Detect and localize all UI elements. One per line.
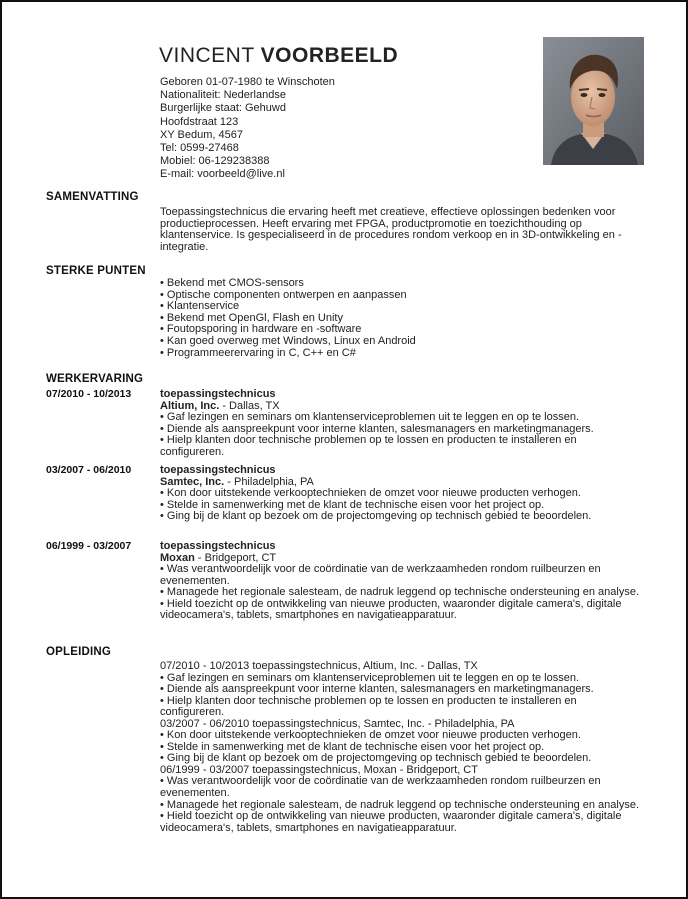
list-item: • Managede het regionale salesteam, de nadruk leggend op technische ondersteuning en analyse. bbox=[160, 586, 640, 599]
list-item: • Programmeerervaring in C, C++ en C# bbox=[160, 346, 356, 359]
job-location: - Philadelphia, PA bbox=[224, 476, 314, 488]
job-bullets bbox=[160, 488, 640, 523]
job-company: Samtec, Inc. bbox=[160, 476, 225, 488]
mobile-line: Mobiel: 06-129238388 bbox=[160, 155, 270, 168]
list-item: • Stelde in samenwerking met de klant de technische eisen voor het project op. bbox=[160, 498, 545, 511]
education-line: • Was verantwoordelijk voor de coördinatie van de werkzaamheden rondom ruilbeurzen en evenementen. bbox=[160, 775, 601, 800]
education-line: • Diende als aanspreekpunt voor interne klanten, salesmanagers en marketingmanagers. bbox=[160, 683, 594, 696]
job-location: - Dallas, TX bbox=[219, 400, 280, 412]
list-item: • Ging bij de klant op bezoek om de projectomgeving op technisch gebied te beoordelen. bbox=[160, 510, 592, 523]
job-dates: 07/2010 - 10/2013 bbox=[46, 388, 132, 400]
education-line: 03/2007 - 06/2010 toepassingstechnicus, Samtec, Inc. - Philadelphia, PA bbox=[160, 717, 515, 730]
list-item: • Optische componenten ontwerpen en aanpassen bbox=[160, 288, 407, 301]
education-line: • Ging bij de klant op bezoek om de projectomgeving op technisch gebied te beoordelen. bbox=[160, 752, 592, 765]
experience-heading: WERKERVARING bbox=[46, 373, 144, 385]
education-line: • Managede het regionale salesteam, de nadruk leggend op technische ondersteuning en analyse. bbox=[160, 798, 640, 811]
summary-text: Toepassingstechnicus die ervaring heeft met creatieve, effectieve oplossingen bedenken voor productieprocessen. Heeft ervaring met FPGA, productpromotie en toezichthouding op klantenservice. Is gespecialiseerd in de procedures rondom verkoop en in 3D-ontwikkeling en -integratie. bbox=[160, 206, 622, 253]
nationality-line: Nationaliteit: Nederlandse bbox=[160, 89, 286, 102]
job-company: Altium, Inc. bbox=[160, 400, 220, 412]
list-item: • Bekend met CMOS-sensors bbox=[160, 277, 304, 289]
list-item: • Foutopsporing in hardware en -software bbox=[160, 323, 362, 336]
list-item: • Was verantwoordelijk voor de coördinatie van de werkzaamheden rondom ruilbeurzen en evenementen. bbox=[160, 563, 601, 587]
education-line: • Hielp klanten door technische problemen op te lossen en producten te installeren en configureren. bbox=[160, 694, 577, 719]
candidate-name bbox=[159, 44, 398, 68]
education-line: • Gaf lezingen en seminars om klantenserviceproblemen uit te leggen en op te lossen. bbox=[160, 671, 580, 684]
profile-photo bbox=[543, 37, 644, 165]
job-dates: 06/1999 - 03/2007 bbox=[46, 540, 132, 552]
list-item: • Gaf lezingen en seminars om klantenserviceproblemen uit te leggen en op te lossen. bbox=[160, 411, 580, 423]
list-item: • Diende als aanspreekpunt voor interne klanten, salesmanagers en marketingmanagers. bbox=[160, 422, 594, 435]
list-item: • Bekend met OpenGl, Flash en Unity bbox=[160, 311, 343, 324]
strengths-list bbox=[160, 278, 640, 359]
education-line: • Stelde in samenwerking met de klant de technische eisen voor het project op. bbox=[160, 740, 545, 753]
education-line: • Kon door uitstekende verkooptechnieken de omzet voor nieuwe producten verhogen. bbox=[160, 729, 581, 742]
birth-line: Geboren 01-07-1980 te Winschoten bbox=[160, 76, 335, 88]
list-item: • Kan goed overweg met Windows, Linux en Android bbox=[160, 334, 416, 347]
contact-details bbox=[160, 76, 335, 182]
last-name: VOORBEELD bbox=[260, 44, 399, 67]
education-heading: OPLEIDING bbox=[46, 646, 112, 658]
strengths-heading: STERKE PUNTEN bbox=[46, 265, 146, 277]
job-dates: 03/2007 - 06/2010 bbox=[46, 464, 132, 476]
education-line: 07/2010 - 10/2013 toepassingstechnicus, Altium, Inc. - Dallas, TX bbox=[160, 660, 478, 672]
job-bullets bbox=[160, 564, 640, 622]
job-company: Moxan bbox=[160, 552, 195, 564]
education-list bbox=[160, 661, 640, 834]
summary-heading: SAMENVATTING bbox=[46, 191, 139, 203]
postal-line: XY Bedum, 4567 bbox=[160, 128, 243, 141]
email-line: E-mail: voorbeeld@live.nl bbox=[160, 168, 285, 181]
job-title: toepassingstechnicus bbox=[160, 464, 276, 476]
list-item: • Klantenservice bbox=[160, 300, 240, 313]
job-bullets bbox=[160, 412, 640, 458]
marital-status-line: Burgerlijke staat: Gehuwd bbox=[160, 102, 286, 115]
first-name: VINCENT bbox=[159, 44, 255, 67]
job-location: - Bridgeport, CT bbox=[194, 552, 277, 564]
job-title: toepassingstechnicus bbox=[160, 540, 276, 552]
phone-line: Tel: 0599-27468 bbox=[160, 142, 239, 155]
list-item: • Kon door uitstekende verkooptechnieken de omzet voor nieuwe producten verhogen. bbox=[160, 487, 581, 499]
job-title: toepassingstechnicus bbox=[160, 388, 276, 400]
street-line: Hoofdstraat 123 bbox=[160, 115, 239, 128]
education-line: 06/1999 - 03/2007 toepassingstechnicus, Moxan - Bridgeport, CT bbox=[160, 763, 478, 776]
education-line: • Hield toezicht op de ontwikkeling van nieuwe producten, waaronder digitale camera's, digitale videocamera's, tablets, smartphones en navigatieapparatuur. bbox=[160, 810, 622, 834]
list-item: • Hield toezicht op de ontwikkeling van nieuwe producten, waaronder digitale camera's, digitale videocamera's, tablets, smartphones en navigatieapparatuur. bbox=[160, 597, 622, 622]
list-item: • Hielp klanten door technische problemen op te lossen en producten te installeren en configureren. bbox=[160, 434, 577, 458]
